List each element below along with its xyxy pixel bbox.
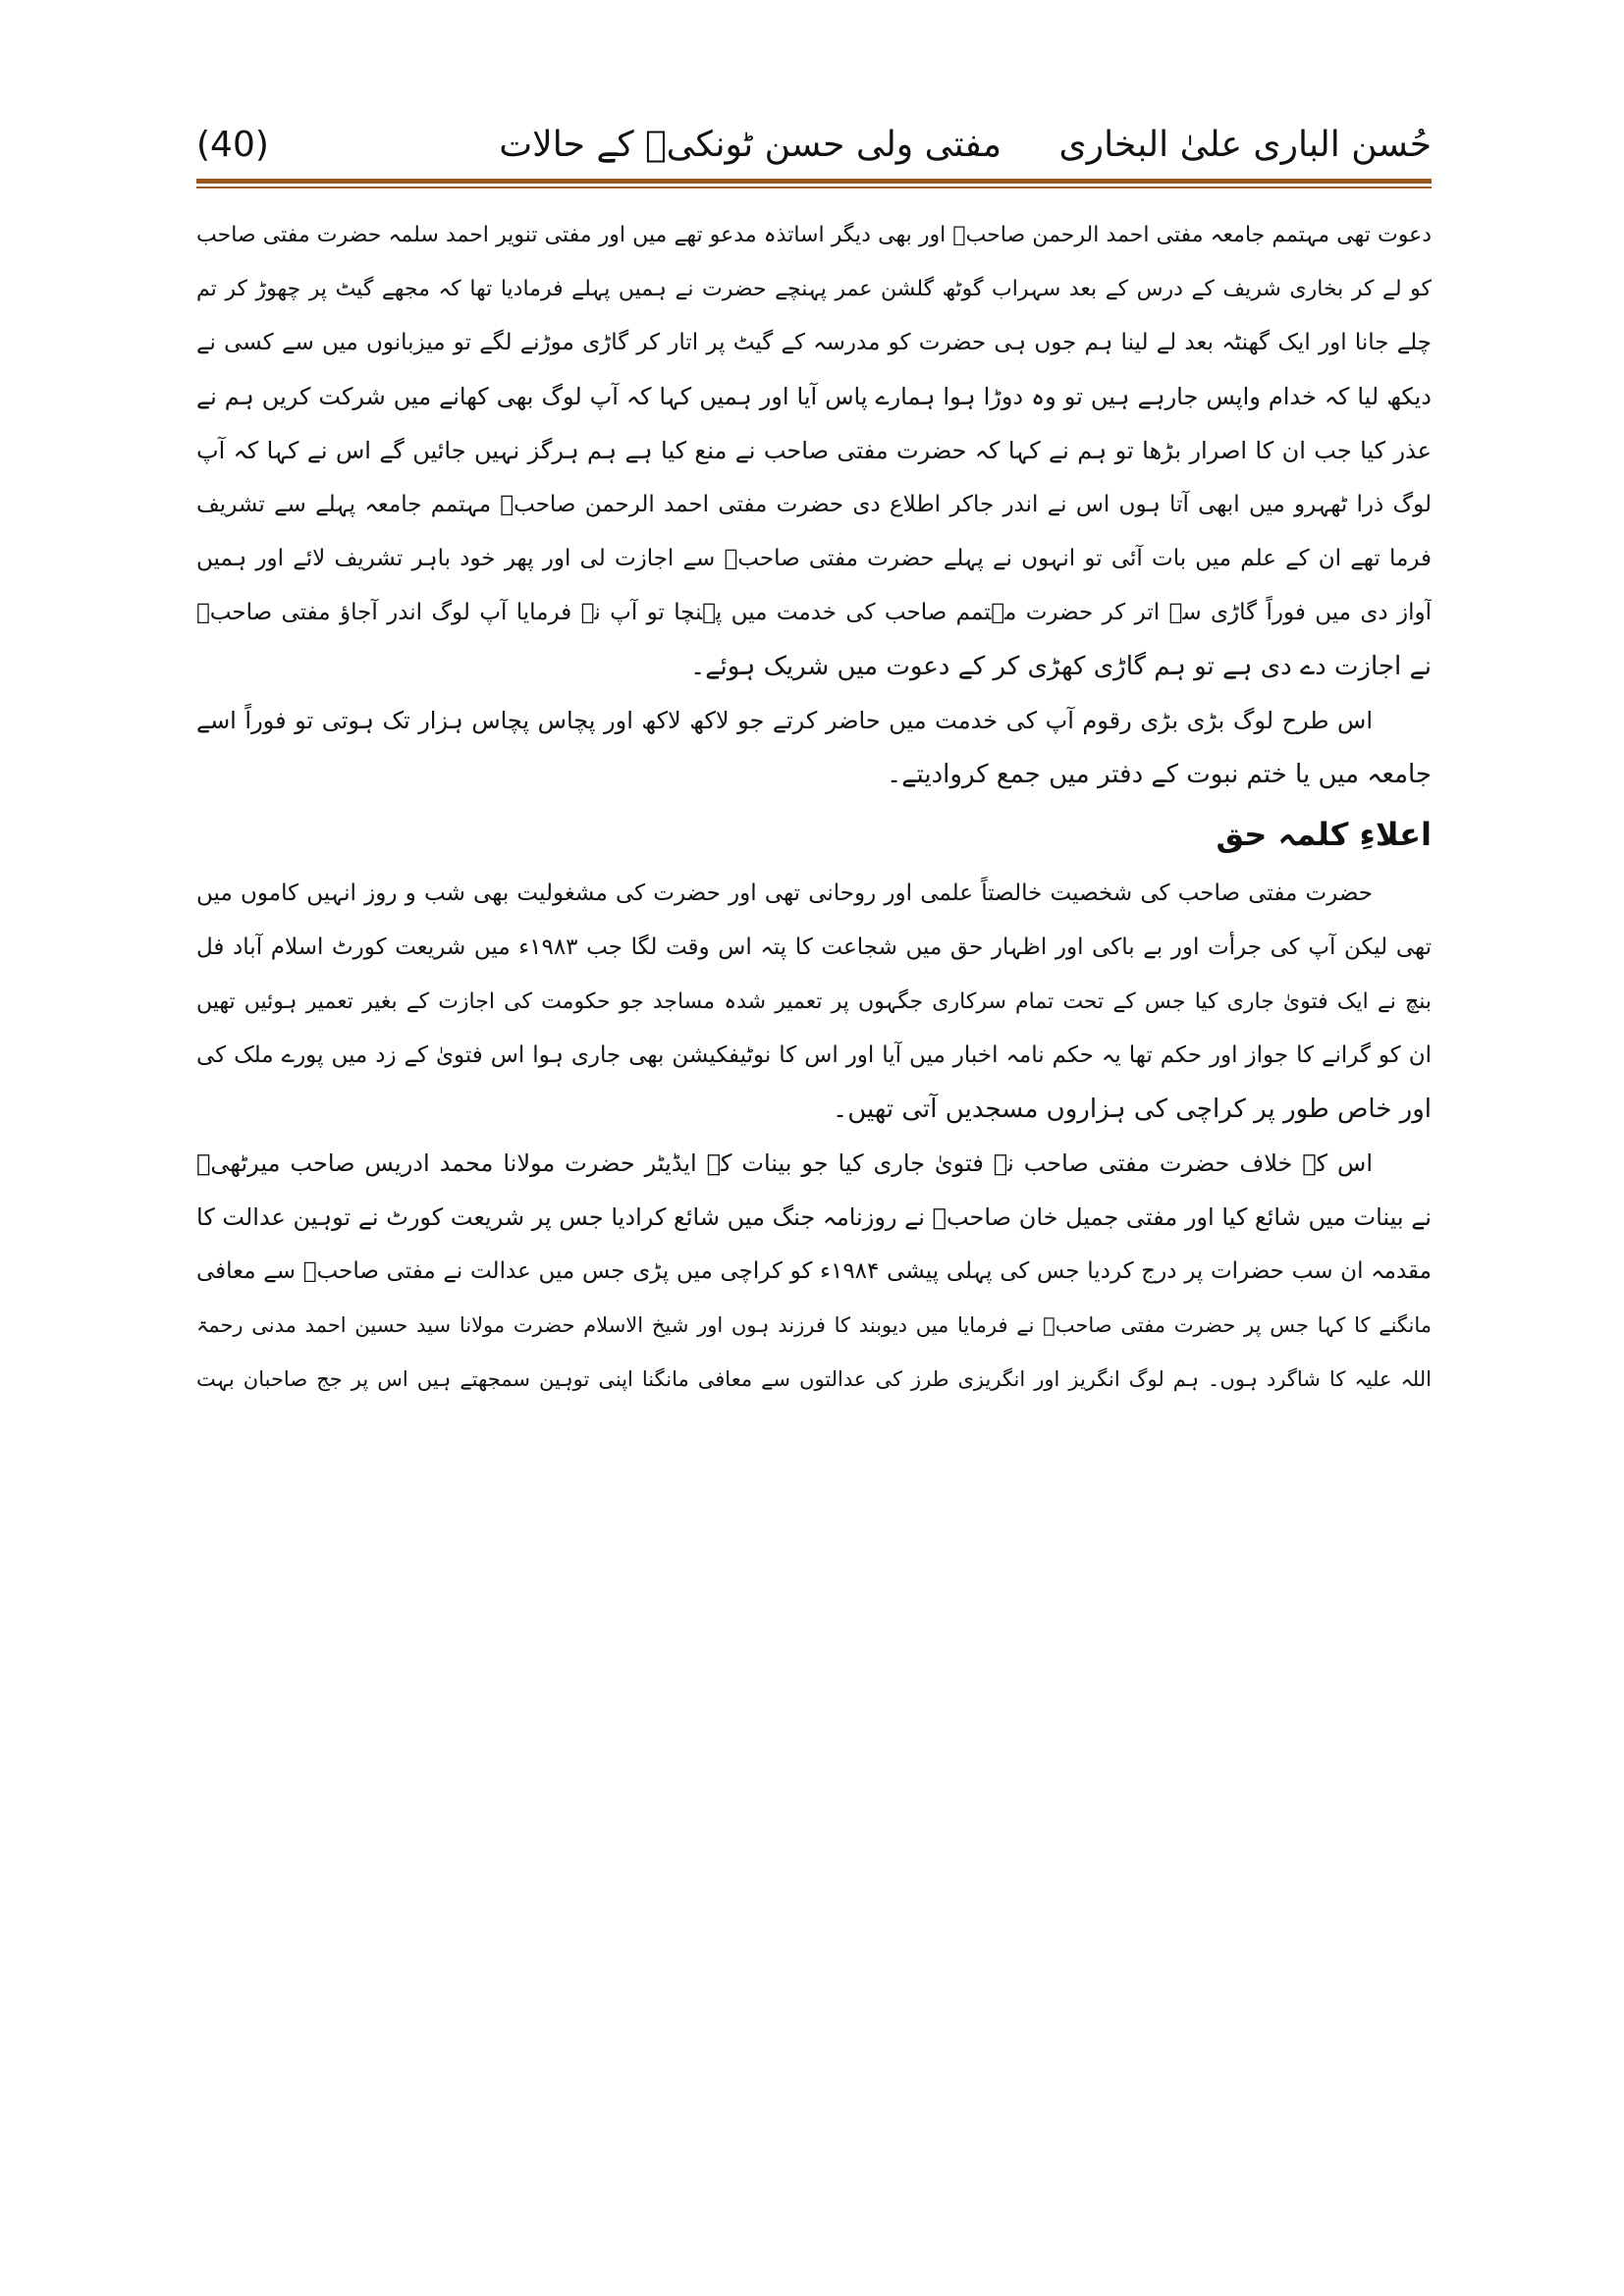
text-line: بنچ نے ایک فتویٰ جاری کیا جس کے تحت تمام سرکاری جگہوں پر تعمیر شدہ مساجد جو حکومت کی اجازت کے بغیر تعمیر ہوئیں تھیں — [196, 989, 1432, 1014]
paragraph-3 — [196, 867, 1432, 1137]
text-line: آواز دی میں فوراً گاڑی سے اتر کر حضرت مہتمم صاحب کی خدمت میں پہنچا تو آپ نے فرمایا آپ لوگ اندر آجاؤ مفتی صاحبؒ — [196, 600, 1432, 625]
page-number: (40) — [196, 125, 269, 165]
text-line: نے اجازت دے دی ہے تو ہم گاڑی کھڑی کر کے دعوت میں شریک ہوئے۔ — [689, 652, 1432, 681]
header-rule-thick — [196, 179, 1432, 184]
text-line: حضرت مفتی صاحب کی شخصیت خالصتاً علمی اور روحانی تھی اور حضرت کی مشغولیت بھی شب و روز انہیں کاموں میں — [196, 881, 1373, 906]
page-body — [196, 208, 1432, 1407]
paragraph-4 — [196, 1137, 1432, 1407]
text-line: اور خاص طور پر کراچی کی ہزاروں مسجدیں آتی تھیں۔ — [833, 1095, 1432, 1124]
paragraph-2 — [196, 694, 1432, 802]
text-line: نے بینات میں شائع کیا اور مفتی جمیل خان صاحبؒ نے روزنامہ جنگ میں شائع کرادیا جس پر شریعت کورٹ نے توہین عدالت کا — [196, 1203, 1432, 1231]
text-line: دعوت تھی مہتمم جامعہ مفتی احمد الرحمن صاحبؒ اور بھی دیگر اساتذہ مدعو تھے میں اور مفتی تنویر احمد سلمہ حضرت مفتی صاحب — [196, 223, 1432, 247]
section-heading: اعلاءِ کلمہ حق — [1216, 816, 1432, 853]
text-line: اس طرح لوگ بڑی بڑی رقوم آپ کی خدمت میں حاضر کرتے جو لاکھ لاکھ اور پچاس پچاس ہزار تک ہوتی تو فوراً اسے — [196, 707, 1373, 734]
header-rule-thin — [196, 187, 1432, 188]
text-line: عذر کیا جب ان کا اصرار بڑھا تو ہم نے کہا کہ حضرت مفتی صاحب نے منع کیا ہے ہم ہرگز نہیں جائیں گے اس نے کہا کہ آپ — [196, 437, 1432, 464]
text-line: اس کے خلاف حضرت مفتی صاحب نے فتویٰ جاری کیا جو بینات کے ایڈیٹر حضرت مولانا محمد ادریس صاحب میرٹھیؒ — [196, 1149, 1373, 1177]
text-line: لوگ ذرا ٹھہرو میں ابھی آتا ہوں اس نے اندر جاکر اطلاع دی حضرت مفتی احمد الرحمن صاحبؒ مہتمم جامعہ پہلے سے تشریف — [196, 492, 1432, 517]
text-line: جامعہ میں یا ختم نبوت کے دفتر میں جمع کروادیتے۔ — [887, 760, 1432, 789]
text-line: فرما تھے ان کے علم میں بات آئی تو انہوں نے پہلے حضرت مفتی صاحبؒ سے اجازت لی اور پھر خود باہر تشریف لائے اور ہمیں — [196, 546, 1432, 571]
chapter-title: مفتی ولی حسن ٹونکیؒ کے حالات — [499, 125, 1001, 165]
book-title: حُسن الباری علیٰ البخاری — [1058, 125, 1432, 165]
text-line: تھی لیکن آپ کی جرأت اور بے باکی اور اظہار حق میں شجاعت کا پتہ اس وقت لگا جب ۱۹۸۳ء میں شریعت کورٹ اسلام آباد فل — [196, 934, 1432, 960]
text-line: مقدمہ ان سب حضرات پر درج کردیا جس کی پہلی پیشی ۱۹۸۴ء کو کراچی میں پڑی جس میں عدالت نے مفتی صاحبؒ سے معافی — [196, 1258, 1432, 1284]
text-line: کو لے کر بخاری شریف کے درس کے بعد سہراب گوٹھ گلشن عمر پہنچے حضرت نے ہمیں پہلے فرمادیا تھا کہ مجھے گیٹ پر چھوڑ کر تم — [196, 277, 1432, 301]
text-line: مانگنے کا کہا جس پر حضرت مفتی صاحبؒ نے فرمایا میں دیوبند کا فرزند ہوں اور شیخ الاسلام حضرت مولانا سید حسین احمد مدنی رحمۃ — [196, 1313, 1432, 1337]
paragraph-1 — [196, 208, 1432, 694]
text-line: اللہ علیہ کا شاگرد ہوں۔ ہم لوگ انگریز اور انگریزی طرز کی عدالتوں سے معافی مانگنا اپنی توہین سمجھتے ہیں اس پر جج صاحبان بہت — [196, 1367, 1432, 1391]
text-line: ان کو گرانے کا جواز اور حکم تھا یہ حکم نامہ اخبار میں آیا اور اس کا نوٹیفکیشن بھی جاری ہوا اس فتویٰ کے زد میں پورے ملک کی — [196, 1042, 1432, 1068]
page-header — [196, 116, 1432, 175]
text-line: دیکھ لیا کہ خدام واپس جارہے ہیں تو وہ دوڑا ہوا ہمارے پاس آیا اور ہمیں کہا کہ آپ لوگ بھی کھانے میں شرکت کریں ہم نے — [196, 383, 1432, 410]
text-line: چلے جانا اور ایک گھنٹہ بعد لے لینا ہم جوں ہی حضرت کو مدرسہ کے گیٹ پر اتار کر گاڑی موڑنے لگے تو میزبانوں میں سے کسی نے — [196, 330, 1432, 355]
